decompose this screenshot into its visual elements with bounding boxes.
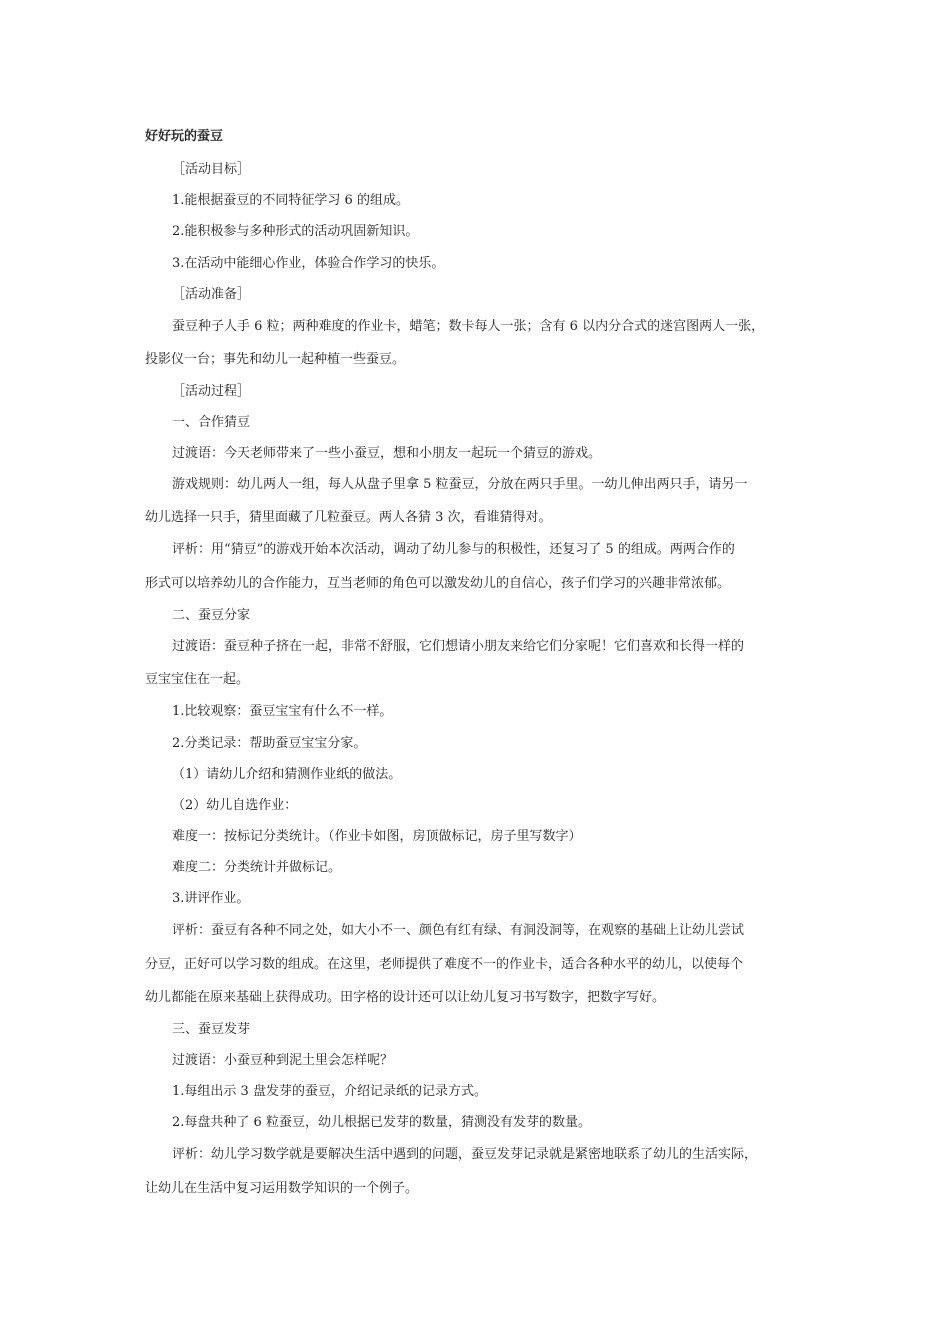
paragraph-line: 过渡语：小蚕豆种到泥土里会怎样呢？: [172, 1053, 394, 1068]
paragraph-line: 形式可以培养幼儿的合作能力，互当老师的角色可以激发幼儿的自信心，孩子们学习的兴趣非常浓郁。: [145, 576, 731, 591]
paragraph-line: 1.比较观察：蚕豆宝宝有什么不一样。: [172, 704, 393, 719]
section-heading-goals: ［活动目标］: [172, 162, 251, 177]
paragraph-line: 1.能根据蚕豆的不同特征学习 6 的组成。: [172, 193, 409, 208]
paragraph-line: 投影仪一台；事先和幼儿一起种植一些蚕豆。: [145, 352, 406, 367]
section-heading-process: ［活动过程］: [172, 384, 251, 399]
subsection-heading: 二、蚕豆分家: [172, 608, 251, 623]
paragraph-line: 难度二：分类统计并做标记。: [172, 860, 342, 875]
paragraph-line: 过渡语：今天老师带来了一些小蚕豆，想和小朋友一起玩一个猜豆的游戏。: [172, 446, 602, 461]
paragraph-line: 2.每盘共种了 6 粒蚕豆，幼儿根据已发芽的数量，猜测没有发芽的数量。: [172, 1115, 591, 1130]
subsection-heading: 一、合作猜豆: [172, 415, 251, 430]
section-heading-preparation: ［活动准备］: [172, 287, 251, 302]
paragraph-line: 幼儿选择一只手，猜里面藏了几粒蚕豆。两人各猜 3 次，看谁猜得对。: [145, 510, 552, 525]
paragraph-line: （2）幼儿自选作业：: [172, 798, 298, 813]
paragraph-line: 让幼儿在生活中复习运用数学知识的一个例子。: [145, 1181, 419, 1196]
document-title: 好好玩的蚕豆: [145, 129, 224, 144]
paragraph-line: 分豆，正好可以学习数的组成。在这里，老师提供了难度不一的作业卡，适合各种水平的幼儿，以使每个: [145, 957, 744, 972]
paragraph-line: 蚕豆种子人手 6 粒；两种难度的作业卡，蜡笔；数卡每人一张；含有 6 以内分合式的迷宫图两人一张，: [172, 319, 765, 334]
paragraph-line: 2.能积极参与多种形式的活动巩固新知识。: [172, 224, 419, 239]
paragraph-line: 3.讲评作业。: [172, 891, 250, 906]
paragraph-line: 评析：用“猜豆”的游戏开始本次活动，调动了幼儿参与的积极性，还复习了 5 的组成。两两合作的: [172, 542, 735, 557]
paragraph-line: 幼儿都能在原来基础上获得成功。田字格的设计还可以让幼儿复习书写数字，把数字写好。: [145, 990, 666, 1005]
paragraph-line: 2.分类记录：帮助蚕豆宝宝分家。: [172, 736, 367, 751]
paragraph-line: 难度一：按标记分类统计。（作业卡如图，房顶做标记，房子里写数字）: [172, 829, 582, 844]
paragraph-line: （1）请幼儿介绍和猜测作业纸的做法。: [172, 767, 402, 782]
paragraph-line: 评析：幼儿学习数学就是要解决生活中遇到的问题，蚕豆发芽记录就是紧密地联系了幼儿的生活实际，: [172, 1147, 758, 1162]
paragraph-line: 3.在活动中能细心作业，体验合作学习的快乐。: [172, 256, 445, 271]
paragraph-line: 游戏规则：幼儿两人一组，每人从盘子里拿 5 粒蚕豆，分放在两只手里。一幼儿伸出两只手，请另一: [172, 477, 748, 492]
subsection-heading: 三、蚕豆发芽: [172, 1022, 251, 1037]
paragraph-line: 评析：蚕豆有各种不同之处，如大小不一、颜色有红有绿、有洞没洞等，在观察的基础上让幼儿尝试: [172, 923, 745, 938]
paragraph-line: 豆宝宝住在一起。: [145, 672, 250, 687]
paragraph-line: 过渡语：蚕豆种子挤在一起，非常不舒服，它们想请小朋友来给它们分家呢！它们喜欢和长得一样的: [172, 639, 745, 654]
paragraph-line: 1.每组出示 3 盘发芽的蚕豆，介绍记录纸的记录方式。: [172, 1084, 487, 1099]
